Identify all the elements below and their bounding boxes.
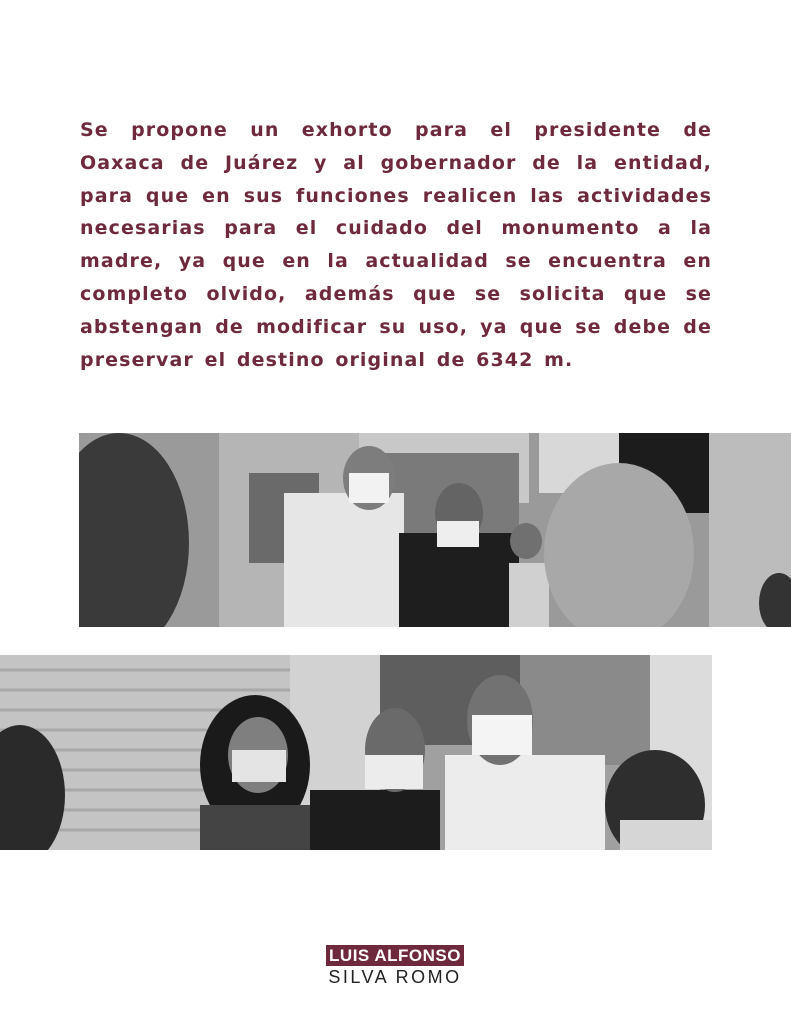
campaign-photo-top [79,433,791,627]
candidate-logo [317,945,473,988]
logo-last-name: SILVA ROMO [328,967,462,987]
body-paragraph: Se propone un exhorto para el presidente de Oaxaca de Juárez y al gobernador de la entidad, para que en sus funciones realicen las actividades necesarias para el cuidado del monumento a la madre, ya que en la actualidad se encuentra en completo olvido, además que se solicita que se abstengan de modificar su uso, ya que se debe de preservar el destino original de 6342 m. [80,119,712,371]
campaign-photo-bottom [0,655,712,850]
logo-first-name: LUIS ALFONSO [326,945,464,966]
